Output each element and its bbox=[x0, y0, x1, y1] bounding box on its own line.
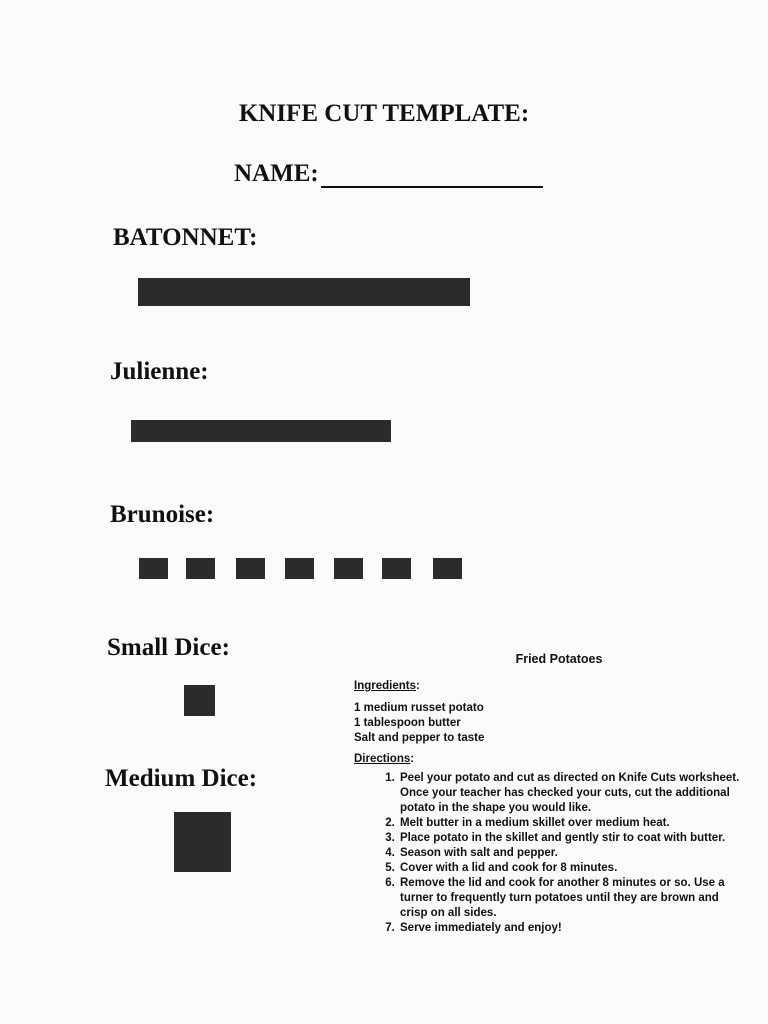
direction-step: 6. Remove the lid and cook for another 8 minutes or so. Use a turner to frequently turn potatoes until they are brown and crisp on all sides. bbox=[398, 876, 744, 921]
directions-list bbox=[354, 771, 744, 936]
brunoise-cube bbox=[382, 558, 411, 579]
direction-step: 2. Melt butter in a medium skillet over medium heat. bbox=[398, 816, 744, 831]
name-label: NAME: bbox=[234, 160, 319, 187]
medium-dice-template bbox=[174, 812, 231, 872]
small-dice-heading: Small Dice: bbox=[107, 634, 230, 661]
direction-step: 5. Cover with a lid and cook for 8 minutes. bbox=[398, 861, 744, 876]
direction-step: 4. Season with salt and pepper. bbox=[398, 846, 744, 861]
brunoise-heading: Brunoise: bbox=[110, 501, 215, 528]
ingredient-item: 1 tablespoon butter bbox=[354, 717, 461, 729]
name-field bbox=[234, 160, 543, 188]
brunoise-cube bbox=[236, 558, 265, 579]
direction-step: 3. Place potato in the skillet and gently stir to coat with butter. bbox=[398, 831, 744, 846]
julienne-template bbox=[131, 420, 391, 442]
ingredients-label: Ingredients bbox=[354, 680, 416, 692]
name-blank-line[interactable] bbox=[321, 160, 543, 188]
small-dice-template bbox=[184, 685, 215, 716]
brunoise-cube bbox=[186, 558, 215, 579]
brunoise-cube bbox=[139, 558, 168, 579]
page-title: KNIFE CUT TEMPLATE: bbox=[238, 100, 530, 127]
recipe-title: Fried Potatoes bbox=[515, 652, 603, 666]
direction-step: 7. Serve immediately and enjoy! bbox=[398, 921, 744, 936]
brunoise-cube bbox=[285, 558, 314, 579]
ingredient-item: 1 medium russet potato bbox=[354, 702, 484, 714]
ingredients-heading: Ingredients: bbox=[354, 680, 420, 692]
medium-dice-heading: Medium Dice: bbox=[105, 765, 258, 792]
recipe-card bbox=[354, 652, 744, 936]
ingredient-item: Salt and pepper to taste bbox=[354, 732, 485, 744]
batonnet-heading: BATONNET: bbox=[113, 224, 258, 251]
ingredients-list bbox=[354, 701, 744, 746]
directions-label: Directions bbox=[354, 753, 411, 765]
direction-step: 1. Peel your potato and cut as directed on Knife Cuts worksheet. Once your teacher has checked your cuts, cut the additional potato in the shape you would like. bbox=[398, 771, 744, 816]
brunoise-template bbox=[139, 558, 469, 580]
brunoise-cube bbox=[334, 558, 363, 579]
directions-heading: Directions: bbox=[354, 753, 415, 765]
batonnet-template bbox=[138, 278, 470, 306]
julienne-heading: Julienne: bbox=[110, 358, 209, 385]
brunoise-cube bbox=[433, 558, 462, 579]
